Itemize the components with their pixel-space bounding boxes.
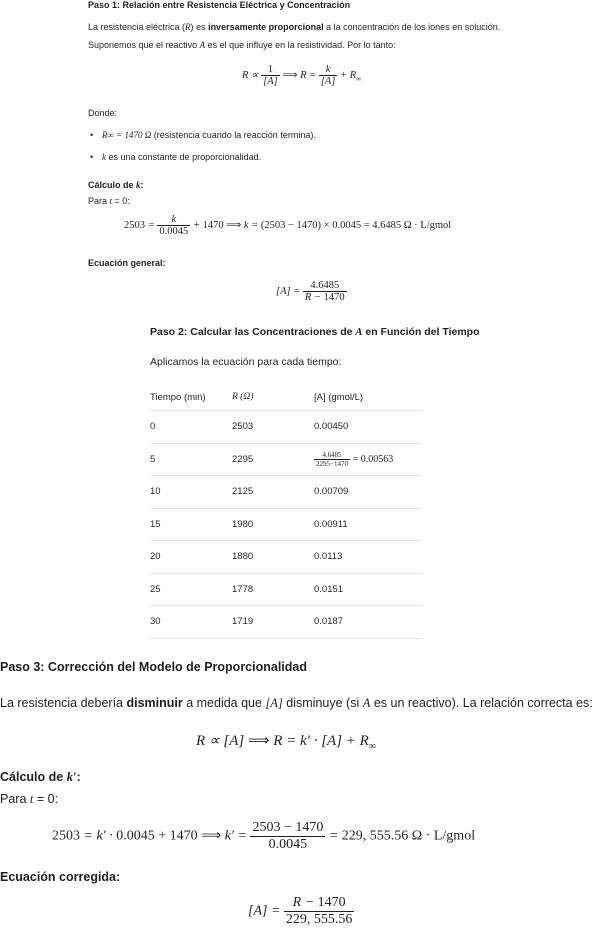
step3-heading: Paso 3: Corrección del Modelo de Proporcionalidad <box>0 660 308 674</box>
cell-time: 15 <box>150 508 232 541</box>
header-resistance: R (Ω) <box>232 384 314 411</box>
cell-resistance: 1778 <box>232 573 314 606</box>
cell-time: 10 <box>150 476 232 509</box>
concentration-table <box>150 384 422 639</box>
table-row <box>150 541 422 574</box>
corrected-equation-label: Ecuación corregida: <box>0 870 121 884</box>
cell-concentration: $\frac{4.6485}{2295-1470}$ = 0.00563 <box>314 443 422 476</box>
cell-concentration: 0.00450 <box>314 411 422 444</box>
table-row <box>150 476 422 509</box>
k-calculation: 2503 = $\frac{k}{0.0045}$ + 1470 ⟹ k = (2503 − 1470) × 0.0045 = 4.6485 Ω · L/gmol <box>124 214 452 237</box>
cell-concentration: 0.00911 <box>314 508 422 541</box>
cell-resistance: 1980 <box>232 508 314 541</box>
table-row <box>150 606 422 639</box>
for-t0-label-2: Para t = 0: <box>0 792 59 806</box>
step2-intro: Aplicamos la ecuación para cada tiempo: <box>150 356 342 368</box>
step2-heading: Paso 2: Calcular las Concentraciones de A en Función del Tiempo <box>150 326 480 338</box>
cell-time: 25 <box>150 573 232 606</box>
list-item: • R∞ = 1470 Ω (resistencia cuando la reacción termina). <box>88 130 316 152</box>
step3-text: La resistencia debería disminuir a medida que [A] disminuye (si A es un reactivo). La relación correcta es: <box>0 696 593 710</box>
kprime-calculation: 2503 = k′ · 0.0045 + 1470 ⟹ k′ = $\frac{2503 - 1470}{0.0045}$ = 229, 555.56 Ω · L/gmol <box>52 820 476 852</box>
header-concentration: [A] (gmol/L) <box>314 384 422 411</box>
step1-line2: Suponemos que el reactivo A es el que influye en la resistividad. Por lo tanto: <box>88 40 396 50</box>
definitions-list <box>88 130 316 174</box>
cell-resistance: 2295 <box>232 443 314 476</box>
calc-kprime-label: Cálculo de k′: <box>0 770 81 784</box>
step1-heading: Paso 1: Relación entre Resistencia Eléctrica y Concentración <box>88 0 351 10</box>
corrected-relation: R ∝ [A] ⟹ $R = k' \cdot [A] + R_\infty$ <box>196 733 376 752</box>
table-row <box>150 573 422 606</box>
where-label: Donde: <box>88 108 118 118</box>
header-time: Tiempo (min) <box>150 384 232 411</box>
cell-concentration: 0.00709 <box>314 476 422 509</box>
cell-resistance: 1880 <box>232 541 314 574</box>
cell-time: 30 <box>150 606 232 639</box>
table-row <box>150 411 422 444</box>
cell-concentration: 0.0187 <box>314 606 422 639</box>
general-equation-label: Ecuación general: <box>88 258 166 268</box>
corrected-equation: [A] = $\frac{R - 1470}{229, 555.56}$ <box>248 895 353 927</box>
table-header <box>150 384 422 411</box>
cell-resistance: 1719 <box>232 606 314 639</box>
cell-resistance: 2503 <box>232 411 314 444</box>
cell-concentration: 0.0113 <box>314 541 422 574</box>
general-equation: [A] = $\frac{4.6485}{R - 1470}$ <box>276 280 345 303</box>
cell-concentration: 0.0151 <box>314 573 422 606</box>
calc-k-label: Cálculo de k: <box>88 180 144 190</box>
proportionality-equation: R ∝ $\frac{1}{[A]}$ ⟹ R = $\frac{k}{[A]}$ + $R_\infty$ <box>242 64 362 87</box>
cell-time: 20 <box>150 541 232 574</box>
for-t0-label: Para t = 0: <box>88 196 130 206</box>
cell-time: 5 <box>150 443 232 476</box>
step1-intro: La resistencia eléctrica (R) es inversamente proporcional a la concentración de los iones en solución. <box>88 22 501 32</box>
table-row <box>150 508 422 541</box>
cell-time: 0 <box>150 411 232 444</box>
cell-resistance: 2125 <box>232 476 314 509</box>
list-item: • k es una constante de proporcionalidad. <box>88 152 316 174</box>
table-row <box>150 443 422 476</box>
